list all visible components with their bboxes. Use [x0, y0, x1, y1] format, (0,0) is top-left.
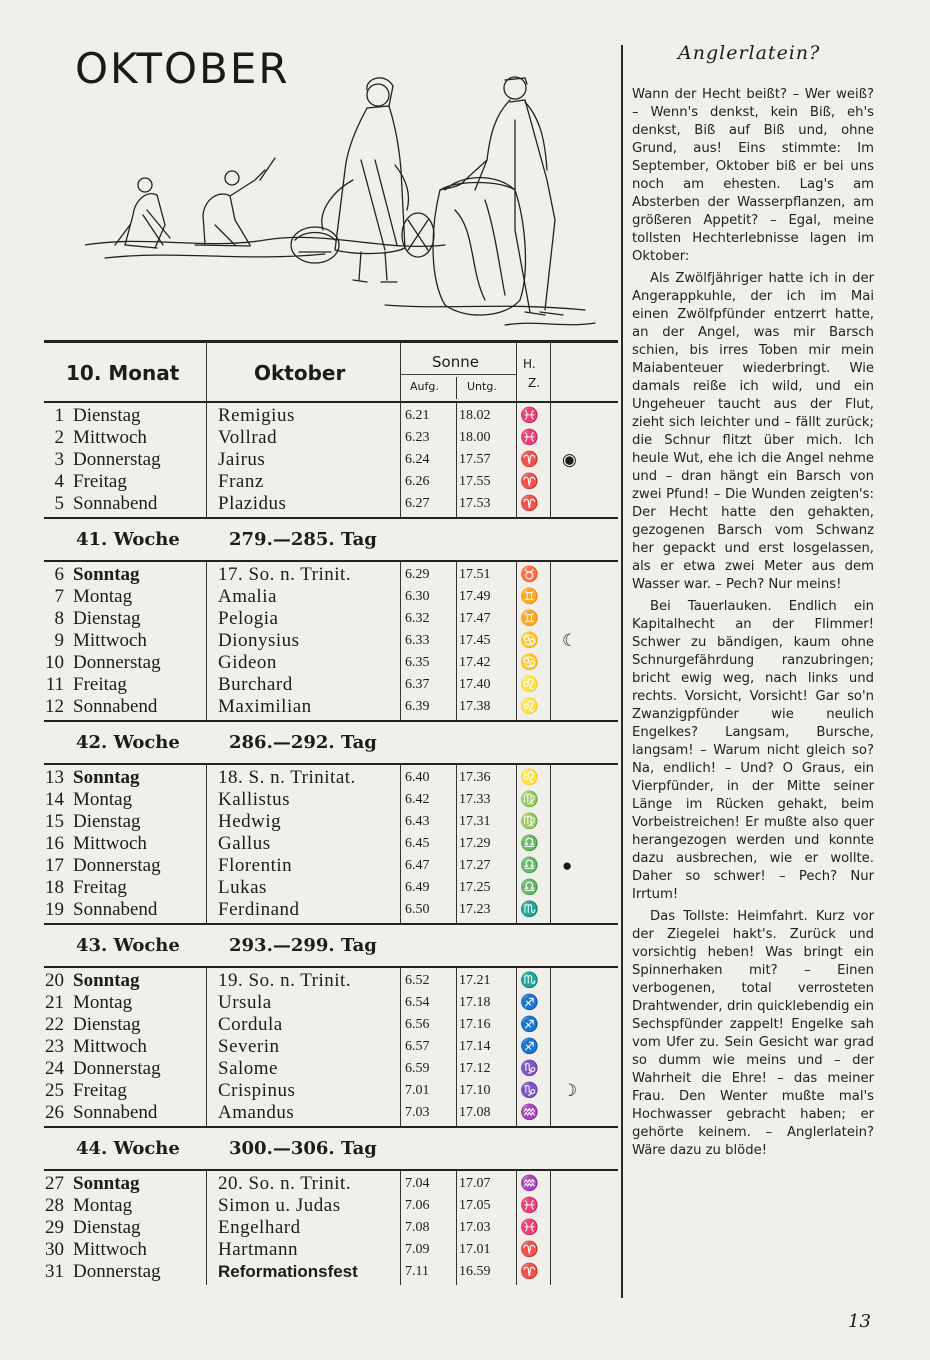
sunrise-time: 6.35 — [405, 655, 430, 670]
zodiac-sign: ♏ — [520, 973, 539, 989]
day-number: 26 — [45, 1102, 64, 1123]
weekday: Sonnabend — [73, 1102, 158, 1123]
week-header — [44, 517, 618, 562]
article-paragraph: Bei Tauerlauken. Endlich ein Kapitalhecht an der Flimmer! Schwer zu bändigen, kaum ohne Schnurgefährdung ranzubringen; bricht ewig weg, nach links und rechts. Vorsicht, Vorsicht! Gar so'n Zwanzigpfünder wie neulich Engelkes? Langsam, Bursche, langsam! – Warum nicht gleich so? Na, endlich! – Und? O Graus, ein Vierpfünder, in der Mitte seiner Länge im Rücken gehakt, beim Vorbeistreichen! Er mußte also quer herangezogen werden und konnte dazu ausbrechen, wie er wollte. Daher so schwer! – Pech? Nur Irrtum! — [632, 599, 874, 902]
col-divider — [456, 968, 457, 1126]
weekday: Sonntag — [73, 564, 140, 585]
col-divider — [206, 343, 207, 401]
sunrise-time: 6.45 — [405, 836, 430, 851]
sunset-time: 17.42 — [459, 655, 491, 670]
name-day: Maximilian — [218, 696, 312, 717]
day-group — [44, 1171, 618, 1285]
sunrise-time: 7.09 — [405, 1242, 430, 1257]
sunrise-time: 6.54 — [405, 995, 430, 1010]
name-day: Amalia — [218, 586, 277, 607]
sunrise-time: 6.30 — [405, 589, 430, 604]
zodiac-sign: ♉ — [520, 567, 539, 583]
sunset-time: 18.02 — [459, 408, 491, 423]
calendar-row — [44, 608, 618, 630]
zodiac-sign: ♓ — [520, 1198, 539, 1214]
col-divider — [516, 562, 517, 720]
sunrise-header: Aufg. — [410, 380, 439, 393]
sunset-time: 17.23 — [459, 902, 491, 917]
moon-phase: ☾ — [562, 631, 578, 650]
october-calendar-table — [44, 340, 618, 1285]
sunrise-time: 6.26 — [405, 474, 430, 489]
week-day-range: 286.—292. Tag — [229, 732, 377, 753]
col-divider — [206, 968, 207, 1126]
weekday: Sonntag — [73, 1173, 140, 1194]
name-day: Simon u. Judas — [218, 1195, 341, 1216]
day-number: 29 — [45, 1217, 64, 1238]
sunset-time: 17.53 — [459, 496, 491, 511]
fishing-illustration — [85, 40, 605, 335]
day-number: 13 — [45, 767, 64, 788]
col-divider — [456, 1171, 457, 1285]
moon-phase: ◉ — [562, 450, 577, 469]
name-day: 20. So. n. Trinit. — [218, 1173, 352, 1194]
col-divider — [516, 343, 517, 401]
col-divider — [206, 403, 207, 517]
week-day-range: 279.—285. Tag — [229, 529, 377, 550]
calendar-row — [44, 564, 618, 586]
name-day: Hedwig — [218, 811, 282, 832]
sunrise-time: 7.08 — [405, 1220, 430, 1235]
col-divider — [550, 403, 551, 517]
sunrise-time: 7.01 — [405, 1083, 430, 1098]
zodiac-sign: ♌ — [520, 677, 539, 693]
calendar-row — [44, 1195, 618, 1217]
sunrise-time: 6.47 — [405, 858, 430, 873]
calendar-row — [44, 652, 618, 674]
day-number: 23 — [45, 1036, 64, 1057]
name-day: Franz — [218, 471, 264, 492]
calendar-row — [44, 493, 618, 515]
sunrise-time: 7.03 — [405, 1105, 430, 1120]
sunrise-time: 6.29 — [405, 567, 430, 582]
week-header — [44, 1126, 618, 1171]
col-divider — [206, 562, 207, 720]
col-divider — [206, 765, 207, 923]
col-divider — [550, 1171, 551, 1285]
zodiac-sign: ♎ — [520, 836, 539, 852]
calendar-row — [44, 696, 618, 718]
day-number: 4 — [54, 471, 64, 492]
week-label: 42. Woche — [76, 732, 180, 753]
week-header — [44, 923, 618, 968]
weekday: Dienstag — [73, 811, 141, 832]
zodiac-sign: ♍ — [520, 814, 539, 830]
zodiac-sign: ♐ — [520, 995, 539, 1011]
sunset-time: 17.10 — [459, 1083, 491, 1098]
day-number: 30 — [45, 1239, 64, 1260]
name-day: 19. So. n. Trinit. — [218, 970, 352, 991]
sunrise-time: 6.32 — [405, 611, 430, 626]
zodiac-sign: ♋ — [520, 655, 539, 671]
day-number: 12 — [45, 696, 64, 717]
weekday: Donnerstag — [73, 855, 161, 876]
day-number: 1 — [54, 405, 64, 426]
day-number: 10 — [45, 652, 64, 673]
day-number: 3 — [54, 449, 64, 470]
name-day: Florentin — [218, 855, 293, 876]
name-day: Ferdinand — [218, 899, 300, 920]
sunrise-time: 7.11 — [405, 1264, 429, 1279]
sunset-time: 17.38 — [459, 699, 491, 714]
sunset-time: 18.00 — [459, 430, 491, 445]
page-number: 13 — [848, 1311, 871, 1332]
day-number: 28 — [45, 1195, 64, 1216]
sunset-time: 16.59 — [459, 1264, 491, 1279]
col-divider — [456, 562, 457, 720]
page-title: OKTOBER — [75, 44, 290, 93]
sunset-time: 17.16 — [459, 1017, 491, 1032]
sunset-time: 17.03 — [459, 1220, 491, 1235]
zodiac-sign: ♓ — [520, 430, 539, 446]
weekday: Montag — [73, 1195, 133, 1216]
week-label: 44. Woche — [76, 1138, 180, 1159]
col-divider — [516, 403, 517, 517]
day-number: 22 — [45, 1014, 64, 1035]
calendar-row — [44, 405, 618, 427]
sun-header-divider — [400, 374, 516, 375]
day-number: 20 — [45, 970, 64, 991]
weekday: Freitag — [73, 1080, 127, 1101]
week-label: 43. Woche — [76, 935, 180, 956]
day-number: 25 — [45, 1080, 64, 1101]
day-number: 27 — [45, 1173, 64, 1194]
day-number: 9 — [54, 630, 64, 651]
sunrise-time: 6.23 — [405, 430, 430, 445]
day-number: 14 — [45, 789, 64, 810]
sunset-time: 17.08 — [459, 1105, 491, 1120]
month-number-header: 10. Monat — [66, 361, 180, 385]
sunset-time: 17.33 — [459, 792, 491, 807]
weekday: Donnerstag — [73, 449, 161, 470]
zodiac-sign: ♈ — [520, 452, 539, 468]
calendar-row — [44, 811, 618, 833]
calendar-row — [44, 992, 618, 1014]
column-divider — [621, 45, 623, 1298]
weekday: Mittwoch — [73, 1036, 147, 1057]
article-title: Anglerlatein? — [678, 42, 821, 64]
name-day: Dionysius — [218, 630, 300, 651]
calendar-body — [44, 403, 618, 1285]
month-name-header: Oktober — [254, 361, 346, 385]
calendar-row — [44, 1080, 618, 1102]
sunset-time: 17.47 — [459, 611, 491, 626]
calendar-row — [44, 674, 618, 696]
weekday: Sonntag — [73, 970, 140, 991]
sunset-time: 17.01 — [459, 1242, 491, 1257]
sunrise-time: 6.57 — [405, 1039, 430, 1054]
weekday: Donnerstag — [73, 652, 161, 673]
weekday: Sonnabend — [73, 696, 158, 717]
sunrise-time: 6.42 — [405, 792, 430, 807]
sunset-time: 17.14 — [459, 1039, 491, 1054]
weekday: Sonnabend — [73, 899, 158, 920]
day-number: 16 — [45, 833, 64, 854]
col-divider — [550, 343, 551, 401]
day-number: 19 — [45, 899, 64, 920]
week-day-range: 300.—306. Tag — [229, 1138, 377, 1159]
zodiac-sign: ♒ — [520, 1105, 539, 1121]
day-number: 11 — [45, 674, 64, 695]
col-divider — [400, 765, 401, 923]
sunset-time: 17.57 — [459, 452, 491, 467]
sunset-time: 17.55 — [459, 474, 491, 489]
article-paragraph: Wann der Hecht beißt? – Wer weiß? – Wenn's denkst, kein Biß, eh's denkst, Biß auf Biß und, ohne Grund, aus! Eins stimmte: Im September, Oktober biß er bei uns noch am ehesten. Lag's am Absterben der Wasserpflanzen, am größeren Appetit? – Egal, meine tollsten Hechterlebnisse lagen im Oktober: — [632, 87, 874, 264]
col-divider — [550, 562, 551, 720]
sunrise-time: 6.21 — [405, 408, 430, 423]
weekday: Dienstag — [73, 1014, 141, 1035]
name-day: Amandus — [218, 1102, 295, 1123]
sunset-time: 17.31 — [459, 814, 491, 829]
sunset-time: 17.25 — [459, 880, 491, 895]
calendar-row — [44, 449, 618, 471]
zodiac-sign: ♑ — [520, 1083, 539, 1099]
zodiac-sign: ♋ — [520, 633, 539, 649]
calendar-row — [44, 1058, 618, 1080]
col-divider — [516, 765, 517, 923]
zodiac-sign: ♌ — [520, 770, 539, 786]
weekday: Montag — [73, 992, 133, 1013]
name-day: Jairus — [218, 449, 266, 470]
sunset-time: 17.45 — [459, 633, 491, 648]
sunset-time: 17.51 — [459, 567, 491, 582]
zodiac-sign: ♌ — [520, 699, 539, 715]
sunrise-time: 6.24 — [405, 452, 430, 467]
calendar-row — [44, 833, 618, 855]
sun-header: Sonne — [432, 353, 479, 371]
weekday: Dienstag — [73, 405, 141, 426]
zodiac-sign: ♓ — [520, 1220, 539, 1236]
calendar-row — [44, 1014, 618, 1036]
weekday: Sonnabend — [73, 493, 158, 514]
name-day: Gideon — [218, 652, 277, 673]
sunset-time: 17.18 — [459, 995, 491, 1010]
sunset-time: 17.49 — [459, 589, 491, 604]
day-number: 18 — [45, 877, 64, 898]
sunrise-time: 7.06 — [405, 1198, 430, 1213]
zodiac-header: H. — [523, 357, 536, 371]
col-divider — [400, 403, 401, 517]
sunset-time: 17.12 — [459, 1061, 491, 1076]
col-divider — [550, 968, 551, 1126]
sunrise-time: 6.27 — [405, 496, 430, 511]
calendar-row — [44, 767, 618, 789]
calendar-row — [44, 855, 618, 877]
week-header — [44, 720, 618, 765]
name-day: Ursula — [218, 992, 272, 1013]
weekday: Donnerstag — [73, 1261, 161, 1282]
col-divider — [400, 968, 401, 1126]
sunset-time: 17.07 — [459, 1176, 491, 1191]
zodiac-sign: ♎ — [520, 858, 539, 874]
weekday: Freitag — [73, 471, 127, 492]
weekday: Sonntag — [73, 767, 140, 788]
day-number: 21 — [45, 992, 64, 1013]
name-day: Kallistus — [218, 789, 291, 810]
sunrise-time: 6.50 — [405, 902, 430, 917]
name-day: Crispinus — [218, 1080, 296, 1101]
article-paragraph: Als Zwölfjähriger hatte ich in der Angerappkuhle, der ich im Mai einen Zwölfpfünder entzerrt hatte, an der Angel, was mir Barsch schien, bis irres Toben mir mein Maiabenteuer wiederbringt. Wie damals reiße ich wild, und ein Ungeheuer taucht aus der Flut, zieht sich leichter und – fällt zurück; die Schnur flitzt über mich. Ich heule Wut, ehe ich die Angel nehme und – dran hängt ein Barsch von zwei Pfund! – Die Wunden zeigten's: Der Hecht hatte den gehakten, gezogenen Barsch vom Schwanz her gepackt und erst losgelassen, als er etwa zwei Meter aus dem Wasser war. – Pech? Nur meins! — [632, 271, 874, 592]
zodiac-sign: ♒ — [520, 1176, 539, 1192]
calendar-row — [44, 899, 618, 921]
zodiac-sign: ♍ — [520, 792, 539, 808]
calendar-row — [44, 1239, 618, 1261]
name-day: 18. S. n. Trinitat. — [218, 767, 356, 788]
sunset-time: 17.36 — [459, 770, 491, 785]
zodiac-sign: ♐ — [520, 1039, 539, 1055]
sunrise-time: 6.40 — [405, 770, 430, 785]
zodiac-sign: ♐ — [520, 1017, 539, 1033]
name-day: Plazidus — [218, 493, 287, 514]
name-day: Gallus — [218, 833, 271, 854]
weekday: Mittwoch — [73, 427, 147, 448]
col-divider — [456, 403, 457, 517]
weekday: Mittwoch — [73, 1239, 147, 1260]
zodiac-sign: ♓ — [520, 408, 539, 424]
week-day-range: 293.—299. Tag — [229, 935, 377, 956]
day-group — [44, 968, 618, 1126]
calendar-row — [44, 789, 618, 811]
name-day: Remigius — [218, 405, 295, 426]
weekday: Donnerstag — [73, 1058, 161, 1079]
weekday: Mittwoch — [73, 630, 147, 651]
day-number: 6 — [54, 564, 64, 585]
calendar-row — [44, 471, 618, 493]
calendar-row — [44, 630, 618, 652]
weekday: Montag — [73, 789, 133, 810]
zodiac-sign: ♑ — [520, 1061, 539, 1077]
calendar-row — [44, 1217, 618, 1239]
name-day: Salome — [218, 1058, 278, 1079]
zodiac-sign: ♊ — [520, 611, 539, 627]
sunrise-time: 6.43 — [405, 814, 430, 829]
sunrise-time: 6.56 — [405, 1017, 430, 1032]
col-divider — [516, 968, 517, 1126]
sunrise-time: 6.59 — [405, 1061, 430, 1076]
sunset-time: 17.21 — [459, 973, 491, 988]
calendar-row — [44, 1036, 618, 1058]
day-group — [44, 562, 618, 720]
col-divider — [400, 1171, 401, 1285]
weekday: Dienstag — [73, 608, 141, 629]
moon-phase: ☽ — [562, 1081, 578, 1100]
sunset-time: 17.05 — [459, 1198, 491, 1213]
sunset-time: 17.40 — [459, 677, 491, 692]
col-divider — [456, 765, 457, 923]
name-day: Burchard — [218, 674, 293, 695]
sunset-time: 17.29 — [459, 836, 491, 851]
col-divider — [550, 765, 551, 923]
col-divider — [456, 377, 457, 399]
sunset-time: 17.27 — [459, 858, 491, 873]
day-group — [44, 403, 618, 517]
name-day: Vollrad — [218, 427, 278, 448]
day-number: 24 — [45, 1058, 64, 1079]
zodiac-sign: ♈ — [520, 1264, 539, 1280]
col-divider — [516, 1171, 517, 1285]
col-divider — [400, 562, 401, 720]
name-day: 17. So. n. Trinit. — [218, 564, 352, 585]
name-day: Engelhard — [218, 1217, 301, 1238]
calendar-row — [44, 970, 618, 992]
sunrise-time: 6.33 — [405, 633, 430, 648]
sunrise-time: 6.52 — [405, 973, 430, 988]
zodiac-sign: ♏ — [520, 902, 539, 918]
calendar-row — [44, 1173, 618, 1195]
sunrise-time: 6.39 — [405, 699, 430, 714]
day-number: 31 — [45, 1261, 64, 1282]
weekday: Freitag — [73, 877, 127, 898]
sunrise-time: 7.04 — [405, 1176, 430, 1191]
name-day: Hartmann — [218, 1239, 298, 1260]
sunrise-time: 6.49 — [405, 880, 430, 895]
day-number: 8 — [54, 608, 64, 629]
day-number: 2 — [54, 427, 64, 448]
article-body — [632, 86, 874, 1164]
article-paragraph: Das Tollste: Heimfahrt. Kurz vor der Ziegelei hakt's. Zurück und vorsichtig heben! Was bringt ein Spinnerhaken mit? – Einen verbogenen, total verrosteten Drahtwender, drin quicklebendig ein Sechspfünder zappelt! Engelke sah vom Ufer zu. Sein Gesicht war grad so dumm wie meins und – der Wahrheit die Ehre! – das meiner Frau. Den Wenter mußte mal's Hochwasser gebracht haben; er gehörte keinem. – Anglerlatein? Wäre dazu zu blöde! — [632, 909, 874, 1158]
col-divider — [206, 1171, 207, 1285]
zodiac-sign: ♎ — [520, 880, 539, 896]
calendar-row — [44, 586, 618, 608]
calendar-row — [44, 877, 618, 899]
weekday: Mittwoch — [73, 833, 147, 854]
calendar-header — [44, 343, 618, 403]
name-day: Lukas — [218, 877, 267, 898]
name-day: Pelogia — [218, 608, 279, 629]
col-divider — [400, 343, 401, 401]
zodiac-sign: ♈ — [520, 474, 539, 490]
weekday: Montag — [73, 586, 133, 607]
weekday: Freitag — [73, 674, 127, 695]
zodiac-sign: ♈ — [520, 496, 539, 512]
name-day: Cordula — [218, 1014, 283, 1035]
day-group — [44, 765, 618, 923]
calendar-row — [44, 1102, 618, 1124]
day-number: 17 — [45, 855, 64, 876]
day-number: 15 — [45, 811, 64, 832]
calendar-row — [44, 1261, 618, 1283]
sunset-header: Untg. — [467, 380, 497, 393]
zodiac-header-line2: Z. — [528, 376, 541, 390]
zodiac-sign: ♊ — [520, 589, 539, 605]
week-label: 41. Woche — [76, 529, 180, 550]
moon-phase: ● — [562, 856, 573, 875]
day-number: 7 — [54, 586, 64, 607]
name-day: Severin — [218, 1036, 280, 1057]
sunrise-time: 6.37 — [405, 677, 430, 692]
calendar-row — [44, 427, 618, 449]
name-day: Reformationsfest — [218, 1262, 358, 1281]
zodiac-sign: ♈ — [520, 1242, 539, 1258]
day-number: 5 — [54, 493, 64, 514]
weekday: Dienstag — [73, 1217, 141, 1238]
